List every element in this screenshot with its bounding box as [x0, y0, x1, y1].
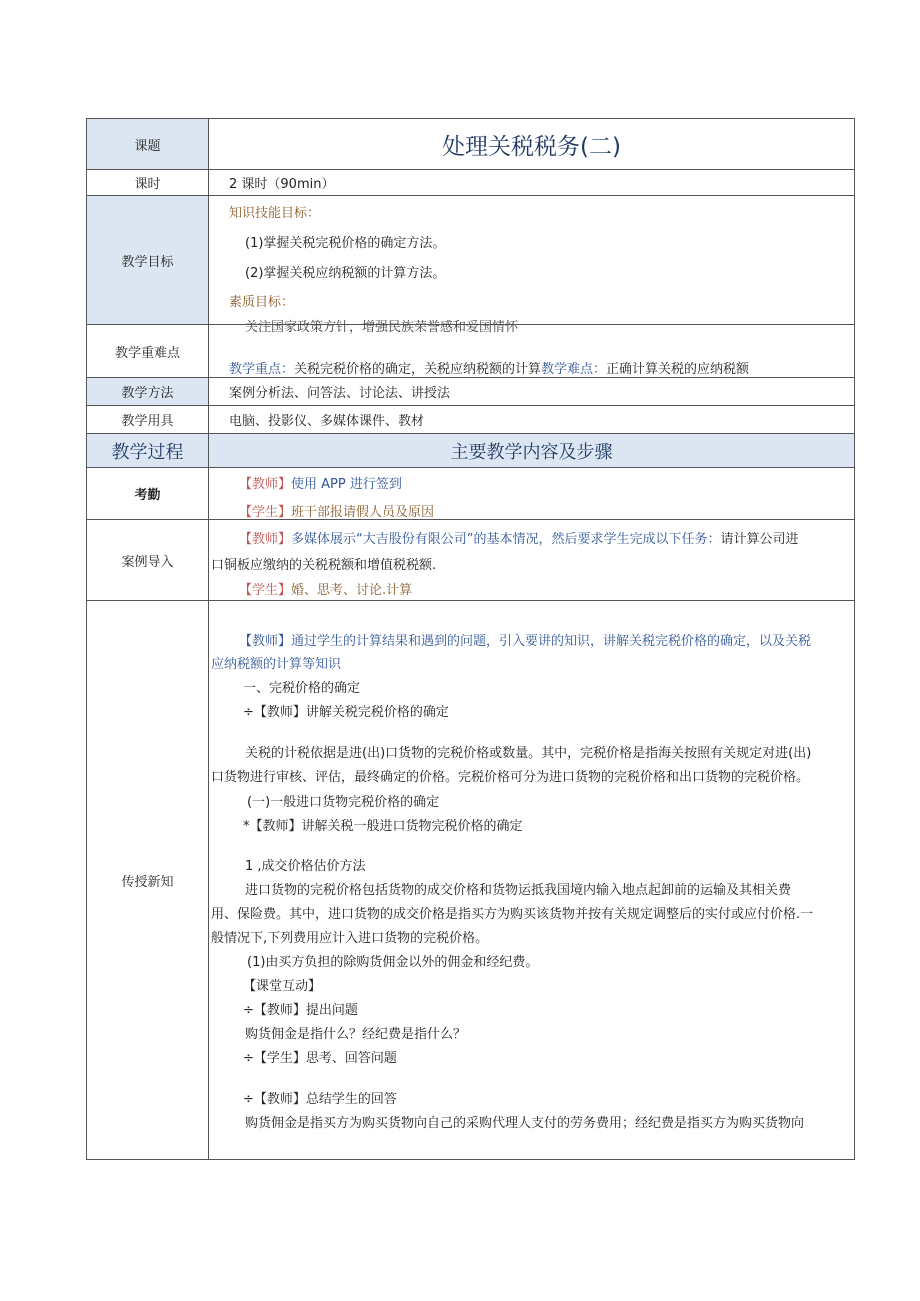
method-value-text: 案例分析法、问答法、讨论法、讲授法 [229, 386, 451, 401]
knowledge-heading: 知识技能目标： [229, 206, 321, 221]
tools-label: 教学用具 [87, 406, 209, 434]
topic-title: 处理关税税务(二) [209, 119, 855, 170]
goal-item-2: (2)掌握关税应纳税额的计算方法。 [245, 266, 446, 281]
lesson-plan-table [86, 118, 855, 1160]
case-teacher-line-1 [239, 528, 799, 547]
case-intro-cell [209, 520, 855, 601]
tools-value [209, 406, 855, 434]
topic-label: 课题 [87, 119, 209, 170]
case-teacher-text-black-1: 请计算公司进 [720, 532, 799, 547]
new-knowledge-label: 传授新知 [87, 601, 209, 1160]
nk-sub1-teacher: *【教师】讲解关税一般进口货物完税价格的确定 [243, 819, 523, 834]
content-header: 主要教学内容及步骤 [209, 434, 855, 468]
attendance-teacher-text: 使用 APP 进行签到 [291, 477, 402, 492]
student-tag: 【学生】 [239, 505, 292, 520]
tools-value-text: 电脑、投影仪、多媒体课件、教材 [229, 414, 425, 429]
quality-heading: 素质目标： [229, 295, 295, 310]
keypoints-line [229, 358, 749, 377]
case-student-tag: 【学生】 [239, 583, 292, 598]
goals-label: 教学目标 [87, 196, 209, 325]
method-label: 教学方法 [87, 378, 209, 406]
keypoints-label: 教学重难点 [87, 325, 209, 378]
process-header: 教学过程 [87, 434, 209, 468]
hours-label: 课时 [87, 170, 209, 196]
nk-student-answer: ÷【学生】思考、回答问题 [243, 1051, 397, 1066]
nk-para1-2: 口货物进行审核、评估，最终确定的价格。完税价格可分为进口货物的完税价格和出口货物的完税价格。 [211, 770, 810, 785]
nk-para1-1: 关税的计税依据是进(出)口货物的完税价格或数量。其中，完税价格是指海关按照有关规定对进(出) [245, 746, 812, 761]
nk-sub-1: (一)一般进口货物完税价格的确定 [247, 795, 440, 810]
nk-point-1: 1 ,成交价格估价方法 [245, 859, 366, 874]
nk-teacher-summary: ÷【教师】总结学生的回答 [243, 1092, 397, 1107]
teacher-tag: 【教师】 [239, 477, 292, 492]
focus-text: 关税完税价格的确定，关税应纳税额的计算 [294, 362, 542, 377]
difficulty-text: 正确计算关税的应纳税额 [606, 362, 750, 377]
focus-label: 教学重点： [229, 362, 295, 377]
attendance-student-text: 班干部报请假人员及原因 [291, 505, 435, 520]
nk-intro-1: 【教师】通过学生的计算结果和遇到的问题，引入要讲的知识，讲解关税完税价格的确定，以及关税 [239, 634, 812, 649]
case-teacher-line-2: 口铜板应缴纳的关税税额和增值税税额. [211, 558, 437, 573]
case-teacher-tag: 【教师】 [239, 532, 292, 547]
hours-value [209, 170, 855, 196]
nk-question: 购货佣金是指什么？经纪费是指什么？ [245, 1027, 467, 1042]
goal-item-1: (1)掌握关税完税价格的确定方法。 [245, 236, 446, 251]
attendance-label: 考勤 [87, 468, 209, 520]
difficulty-label: 教学难点： [541, 362, 607, 377]
hours-value-text: 2 课时（90min） [229, 177, 335, 192]
attendance-student-line [239, 501, 434, 520]
nk-para2-2: 用、保险费。其中，进口货物的成交价格是指买方为购买该货物并按有关规定调整后的实付或应付价格.一 [211, 907, 814, 922]
case-student-line [239, 579, 412, 598]
keypoints-cell [209, 325, 855, 378]
attendance-cell [209, 468, 855, 520]
nk-para2-3: 般情况下,下列费用应计入进口货物的完税价格。 [211, 931, 489, 946]
method-value [209, 378, 855, 406]
attendance-teacher-line [239, 473, 402, 492]
nk-teacher-ask: ÷【教师】提出问题 [243, 1003, 358, 1018]
goals-cell [209, 196, 855, 335]
nk-answer: 购货佣金是指买方为购买货物向自己的采购代理人支付的劳务费用；经纪费是指买方为购买货物向 [245, 1116, 805, 1131]
nk-section-1: 一、完税价格的确定 [243, 681, 361, 696]
goal-quality-cut: 关注国家政策方针，增强民族荣誉感和爱国情怀 [245, 320, 519, 335]
case-student-text: 婚、思考、讨论.计算 [291, 583, 413, 598]
nk-para2-1: 进口货物的完税价格包括货物的成交价格和货物运抵我国境内输入地点起卸前的运输及其相关费 [245, 883, 792, 898]
case-teacher-text-blue: 多媒体展示“大吉股份有限公司”的基本情况，然后要求学生完成以下任务： [291, 532, 721, 547]
case-intro-label: 案例导入 [87, 520, 209, 601]
nk-item-1: (1)由买方负担的除购货佣金以外的佣金和经纪费。 [247, 955, 539, 970]
nk-interaction: 【课堂互动】 [243, 979, 322, 994]
nk-intro-2: 应纳税额的计算等知识 [211, 657, 342, 672]
nk-s1-teacher: ÷【教师】讲解关税完税价格的确定 [243, 705, 449, 720]
new-knowledge-cell [209, 601, 855, 1160]
